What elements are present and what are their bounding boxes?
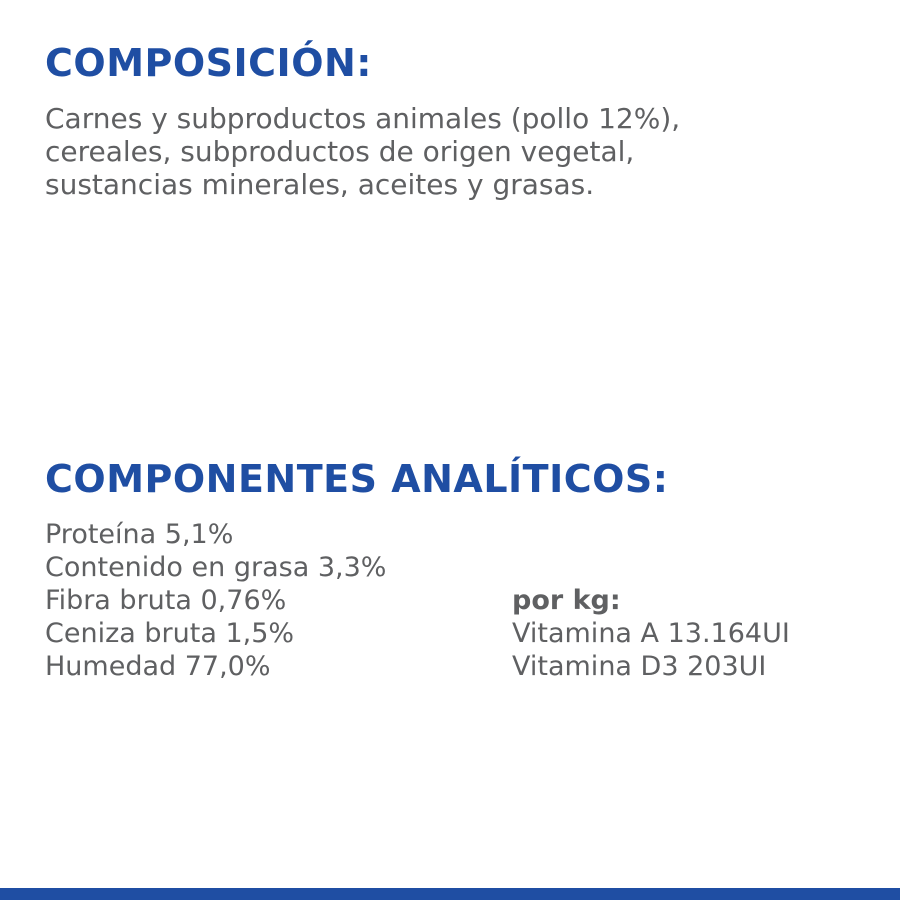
vitamin-item: Vitamina D3 203UI	[512, 651, 767, 682]
analytical-components-list	[45, 518, 386, 683]
composition-text	[45, 102, 865, 201]
analytical-components-heading: COMPONENTES ANALÍTICOS:	[45, 457, 669, 501]
list-item: Fibra bruta 0,76%	[45, 585, 287, 616]
vitamins-block	[512, 584, 790, 683]
bottom-accent-bar	[0, 888, 900, 900]
composition-line: sustancias minerales, aceites y grasas.	[45, 168, 595, 201]
list-item: Contenido en grasa 3,3%	[45, 552, 387, 583]
composition-line: cereales, subproductos de origen vegetal,	[45, 135, 635, 168]
per-kg-label: por kg:	[512, 585, 621, 616]
vitamin-item: Vitamina A 13.164UI	[512, 618, 790, 649]
composition-heading: COMPOSICIÓN:	[45, 41, 372, 85]
composition-line: Carnes y subproductos animales (pollo 12%),	[45, 102, 681, 135]
list-item: Proteína 5,1%	[45, 519, 234, 550]
list-item: Ceniza bruta 1,5%	[45, 618, 295, 649]
list-item: Humedad 77,0%	[45, 651, 271, 682]
